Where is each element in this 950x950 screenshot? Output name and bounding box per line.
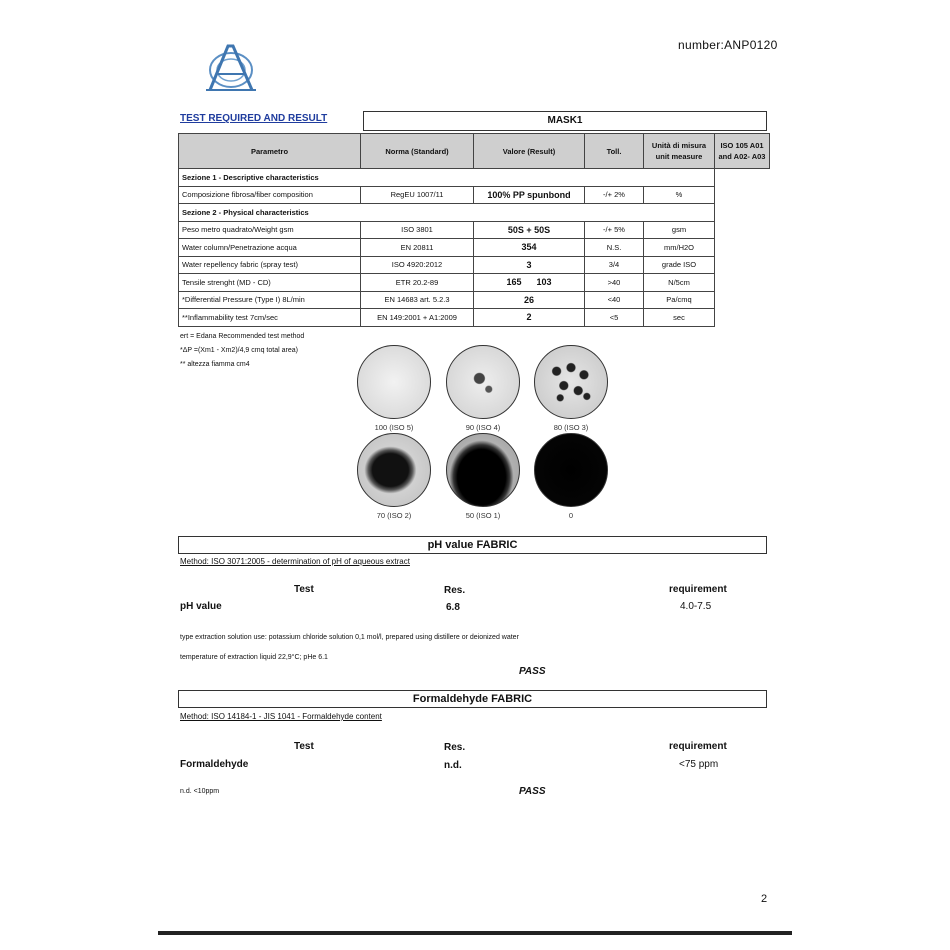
table-row — [179, 256, 770, 274]
tol-cell: <5 — [585, 309, 644, 327]
ph-result-value: 6.8 — [446, 602, 460, 613]
spray-dish-label: 80 (ISO 3) — [553, 423, 589, 432]
spray-dish-50 — [443, 433, 523, 520]
spray-dish-90 — [443, 345, 523, 432]
spray-dish-label: 90 (ISO 4) — [465, 423, 501, 432]
document-number: number:ANP0120 — [678, 38, 778, 52]
unit-cell: N/5cm — [644, 274, 715, 292]
value-cell: 26 — [474, 291, 585, 309]
param-cell: Tensile strenght (MD - CD) — [179, 274, 361, 292]
ph-note-temperature: temperature of extraction liquid 22,9°C; pHe 6.1 — [180, 654, 328, 661]
table-row — [179, 274, 770, 292]
norm-cell: RegEU 1007/11 — [361, 186, 474, 204]
company-logo — [200, 40, 262, 96]
ph-col-test: Test — [294, 584, 314, 595]
table-header-row — [179, 134, 770, 169]
norm-cell: EN 20811 — [361, 239, 474, 257]
table-notes — [180, 330, 304, 372]
section-row — [179, 204, 770, 222]
parameters-table — [178, 133, 770, 327]
ph-note-solution: type extraction solution use: potassium chloride solution 0,1 mol/l, prepared using distillere or deionized water — [180, 634, 519, 641]
spray-dish-image — [534, 433, 608, 507]
param-cell: **Inflammability test 7cm/sec — [179, 309, 361, 327]
spray-dish-label: 50 (ISO 1) — [465, 511, 501, 520]
table-row — [179, 186, 770, 204]
col-header-norma: Norma (Standard) — [361, 134, 474, 169]
formaldehyde-test-name: Formaldehyde — [180, 759, 249, 770]
formaldehyde-col-res: Res. — [444, 742, 466, 753]
test-required-link[interactable]: TEST REQUIRED AND RESULT — [180, 113, 328, 124]
value-cell: 354 — [474, 239, 585, 257]
unit-cell: Pa/cmq — [644, 291, 715, 309]
tol-cell: 3/4 — [585, 256, 644, 274]
norm-cell: EN 14683 art. 5.2.3 — [361, 291, 474, 309]
ph-requirement-value: 4.0-7.5 — [680, 601, 712, 612]
spray-dish-70 — [354, 433, 434, 520]
table-row — [179, 221, 770, 239]
col-header-parametro: Parametro — [179, 134, 361, 169]
unit-cell: grade ISO — [644, 256, 715, 274]
spray-dish-label: 70 (ISO 2) — [376, 511, 412, 520]
unit-cell: mm/H2O — [644, 239, 715, 257]
note-line: *ΔP =(Xm1 - Xm2)/4,9 cmq total area) — [180, 347, 298, 354]
tol-cell: <40 — [585, 291, 644, 309]
spray-dish-label: 100 (ISO 5) — [374, 423, 414, 432]
note-line: ert = Edana Recommended test method — [180, 333, 305, 340]
formaldehyde-section-title: Formaldehyde FABRIC — [178, 690, 767, 708]
value-cell: 100% PP spunbond — [474, 186, 585, 204]
param-cell: Composizione fibrosa/fiber composition — [179, 186, 361, 204]
section-row — [179, 169, 770, 187]
spray-dish-image — [357, 345, 431, 419]
bottom-divider — [158, 931, 792, 935]
tol-cell: -/+ 2% — [585, 186, 644, 204]
value-cell: 2 — [474, 309, 585, 327]
tol-cell: N.S. — [585, 239, 644, 257]
section-1-label: Sezione 1 - Descriptive characteristics — [179, 169, 715, 187]
mask-title: MASK1 — [363, 111, 767, 131]
col-header-toll: Toll. — [585, 134, 644, 169]
ph-method: Method: ISO 3071:2005 - determination of pH of aqueous extract — [180, 557, 410, 566]
spray-dish-0 — [531, 433, 611, 520]
norm-cell: ISO 4920:2012 — [361, 256, 474, 274]
value-cell: 3 — [474, 256, 585, 274]
section-2-label: Sezione 2 - Physical characteristics — [179, 204, 715, 222]
unit-cell: gsm — [644, 221, 715, 239]
note-line: ** altezza fiamma cm4 — [180, 361, 250, 368]
formaldehyde-result-value: n.d. — [444, 760, 462, 771]
ph-col-requirement: requirement — [669, 584, 727, 595]
value-cell: 165 103 — [474, 274, 585, 292]
unit-cell: % — [644, 186, 715, 204]
table-row — [179, 239, 770, 257]
col-header-unit: Unità di misura unit measure — [644, 134, 715, 169]
table-row — [179, 291, 770, 309]
spray-dish-100 — [354, 345, 434, 432]
tol-cell: -/+ 5% — [585, 221, 644, 239]
norm-cell: EN 149:2001 + A1:2009 — [361, 309, 474, 327]
formaldehyde-col-test: Test — [294, 741, 314, 752]
table-row — [179, 309, 770, 327]
col-header-valore: Valore (Result) — [474, 134, 585, 169]
norm-cell: ETR 20.2-89 — [361, 274, 474, 292]
spray-dish-image — [534, 345, 608, 419]
col-header-iso: ISO 105 A01 and A02- A03 — [715, 134, 770, 169]
spray-dish-image — [446, 433, 520, 507]
value-cell: 50S + 50S — [474, 221, 585, 239]
formaldehyde-requirement-value: <75 ppm — [679, 759, 719, 770]
tol-cell: >40 — [585, 274, 644, 292]
formaldehyde-col-requirement: requirement — [669, 741, 727, 752]
spray-dish-80 — [531, 345, 611, 432]
norm-cell: ISO 3801 — [361, 221, 474, 239]
spray-dish-image — [446, 345, 520, 419]
param-cell: Water column/Penetrazione acqua — [179, 239, 361, 257]
spray-dish-label: 0 — [568, 511, 574, 520]
unit-cell: sec — [644, 309, 715, 327]
ph-test-name: pH value — [180, 601, 222, 612]
ph-pass-status: PASS — [519, 666, 546, 677]
page-number: 2 — [761, 893, 768, 905]
formaldehyde-note: n.d. <10ppm — [180, 788, 220, 795]
param-cell: Water repellency fabric (spray test) — [179, 256, 361, 274]
ph-col-res: Res. — [444, 585, 466, 596]
ph-section-title: pH value FABRIC — [178, 536, 767, 554]
formaldehyde-method: Method: ISO 14184-1 - JIS 1041 - Formaldehyde content — [180, 712, 382, 721]
spray-dish-image — [357, 433, 431, 507]
formaldehyde-pass-status: PASS — [519, 786, 546, 797]
param-cell: Peso metro quadrato/Weight gsm — [179, 221, 361, 239]
param-cell: *Differential Pressure (Type I) 8L/min — [179, 291, 361, 309]
